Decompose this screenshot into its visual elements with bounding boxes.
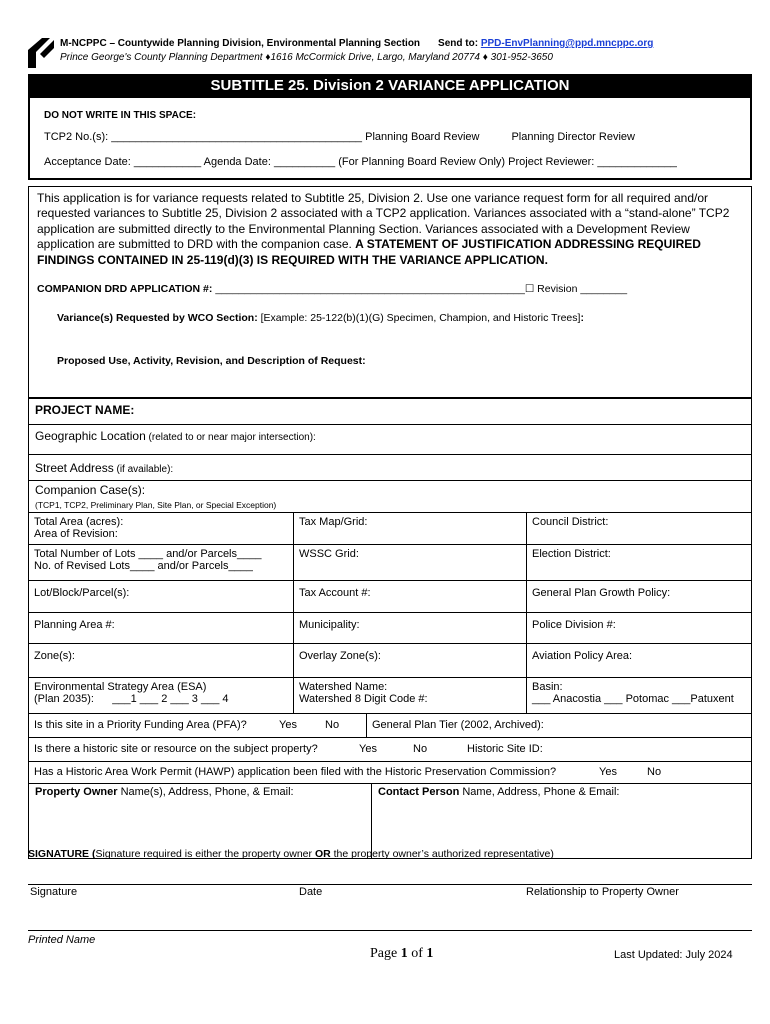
owner-contact-row[interactable]: Property Owner Name(s), Address, Phone, & Email: Contact Person Name, Address, Phone & Email: <box>29 784 751 858</box>
hawp-yes[interactable]: Yes <box>599 766 617 778</box>
pfa-row[interactable]: Is this site in a Priority Funding Area (PFA)? Yes No General Plan Tier (2002, Archived): <box>29 714 751 738</box>
form-header <box>28 36 752 70</box>
signature-heading: SIGNATURE (Signature required is either the property owner OR the property owner’s authorized representative) <box>28 848 554 860</box>
acceptance-line: Acceptance Date: ___________ Agenda Date: __________ (For Planning Board Review Only) Project Reviewer: _____________ <box>44 156 677 168</box>
companion-case-row[interactable]: Companion Case(s): (TCP1, TCP2, Preliminary Plan, Site Plan, or Special Exception) <box>29 481 751 513</box>
proposed-use-field[interactable]: Proposed Use, Activity, Revision, and Description of Request: <box>57 355 366 367</box>
grid-row[interactable]: Total Area (acres): Area of Revision: Tax Map/Grid: Council District: <box>29 513 751 545</box>
header-line1: M-NCPPC – Countywide Planning Division, Environmental Planning Section Send to: PPD-EnvPlanning@ppd.mncppc.org <box>60 38 654 49</box>
grid-row[interactable]: Environmental Strategy Area (ESA) (Plan 2035): ___1 ___ 2 ___ 3 ___ 4 Watershed Name: Watershed 8 Digit Code #: Basin: ___ Anacostia ___ Potomac ___Patuxent <box>29 678 751 714</box>
intro-paragraph: This application is for variance requests related to Subtitle 25, Division 2. Use one variance request form for all required and/or requested variances to Subtitle 25, Division 2 associated with a TCP2 application. Variances associated with a “stand-alone” TCP2 application are submitted directly to the Environmental Planning Section. Variances associated with a Development Review application are submitted to DRD with the companion case. A STATEMENT OF JUSTIFICATION ADDRESSING REQUIRED FINDINGS CONTAINED IN 25-119(d)(3) IS REQUIRED WITH THE VARIANCE APPLICATION. <box>37 191 730 267</box>
revision-checkbox[interactable]: ☐ Revision ________ <box>524 283 628 295</box>
geographic-location-row[interactable]: Geographic Location (related to or near major intersection): <box>29 425 751 455</box>
header-line2: Prince George's County Planning Department ♦1616 McCormick Drive, Largo, Maryland 20774 ♦ 301-952-3650 <box>60 52 553 63</box>
companion-drd-field[interactable]: COMPANION DRD APPLICATION #: _____________________________________________________☐ Revision ________ <box>37 283 628 295</box>
grid-row[interactable]: Planning Area #: Municipality: Police Division #: <box>29 613 751 644</box>
historic-row[interactable]: Is there a historic site or resource on the subject property? Yes No Historic Site ID: <box>29 738 751 762</box>
do-not-write-section <box>28 98 752 180</box>
project-info-grid <box>28 398 752 859</box>
variance-requested-field[interactable]: Variance(s) Requested by WCO Section: [Example: 25-122(b)(1)(G) Specimen, Champion, and Historic Trees]: <box>57 312 584 324</box>
mncppc-logo-icon <box>28 36 54 68</box>
do-not-write-heading: DO NOT WRITE IN THIS SPACE: <box>44 110 197 121</box>
pfa-yes[interactable]: Yes <box>279 719 297 731</box>
signature-line[interactable] <box>28 884 752 885</box>
pfa-no[interactable]: No <box>325 719 340 731</box>
signature-section: SIGNATURE (Signature required is either the property owner OR the property owner’s authorized representative) Signature Date Relationship to Property Owner Printed Name Page 1 of 1 Last Updated: July 2024 <box>28 848 752 860</box>
historic-no[interactable]: No <box>413 743 428 755</box>
historic-yes[interactable]: Yes <box>359 743 377 755</box>
grid-row[interactable]: Total Number of Lots ____ and/or Parcels____ No. of Revised Lots____ and/or Parcels____ WSSC Grid: Election District: <box>29 545 751 581</box>
grid-row[interactable]: Lot/Block/Parcel(s): Tax Account #: General Plan Growth Policy: <box>29 581 751 613</box>
intro-section <box>28 186 752 398</box>
printed-name-line[interactable] <box>28 930 752 931</box>
hawp-no[interactable]: No <box>647 766 662 778</box>
form-title: SUBTITLE 25. Division 2 VARIANCE APPLICATION <box>28 74 752 98</box>
street-address-row[interactable]: Street Address (if available): <box>29 455 751 481</box>
email-link[interactable]: PPD-EnvPlanning@ppd.mncppc.org <box>480 38 654 49</box>
last-updated: Last Updated: July 2024 <box>614 949 733 961</box>
tcp2-line: TCP2 No.(s): _________________________________________ Planning Board Review Planning Director Review <box>44 131 635 143</box>
hawp-row[interactable]: Has a Historic Area Work Permit (HAWP) application been filed with the Historic Preservation Commission? Yes No <box>29 762 751 784</box>
project-name-row[interactable]: PROJECT NAME: <box>29 399 751 425</box>
grid-row[interactable]: Zone(s): Overlay Zone(s): Aviation Policy Area: <box>29 644 751 678</box>
page-number: Page 1 of 1 <box>370 946 434 961</box>
